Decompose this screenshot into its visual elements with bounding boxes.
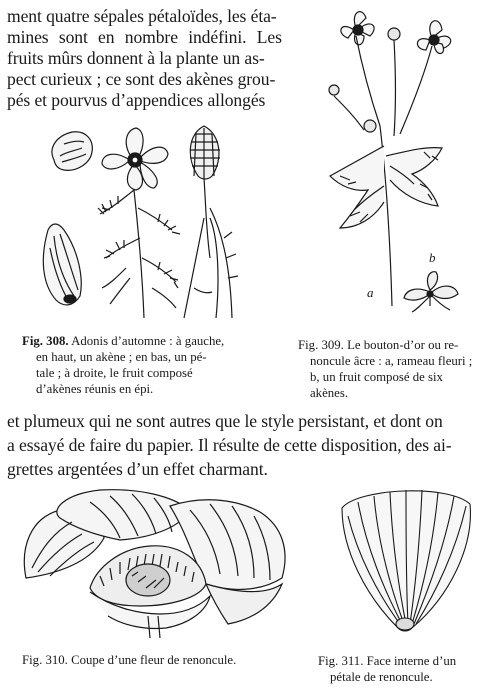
figure-number: Fig. 308. [22, 334, 69, 348]
label-b: b [429, 250, 436, 265]
flower-section-illustration [20, 488, 290, 638]
paragraph-line: mines sont en nombre indéfini. Les [7, 27, 282, 47]
caption-fig-311 [318, 653, 456, 685]
figure-number: Fig. 309. [298, 338, 344, 352]
caption-text: pétale de renoncule. [330, 670, 433, 684]
caption-text: Fig. 311. Face interne d’un [318, 654, 457, 668]
caption-fig-309 [298, 337, 472, 401]
paragraph-line: pés et pourvus d’appendices allongés [7, 90, 266, 110]
paragraph-middle [7, 409, 452, 481]
paragraph-line: ment quatre sépales pétaloïdes, les éta- [7, 6, 277, 26]
paragraph-line: pect curieux ; ce sont des akènes grou- [7, 69, 276, 89]
paragraph-top [7, 6, 282, 111]
caption-text: Le bouton-d’or ou re- [343, 338, 459, 352]
buttercup-illustration [320, 6, 470, 316]
petal-illustration [338, 486, 478, 636]
caption-fig-308 [22, 333, 224, 397]
label-a: a [367, 285, 374, 300]
caption-text: d’akènes réunis en épi. [36, 382, 154, 396]
paragraph-line: a essayé de faire du papier. Il résulte de cette disposition, des ai- [7, 435, 452, 455]
caption-text: akènes. [310, 386, 349, 400]
paragraph-line: fruits mûrs donnent à la plante un as- [7, 48, 265, 68]
caption-text: noncule âcre : a, rameau fleuri ; [310, 354, 473, 368]
caption-fig-310: Fig. 310. Coupe d’une fleur de renoncule. [22, 653, 237, 667]
paragraph-line: et plumeux qui ne sont autres que le style persistant, et dont on [7, 411, 443, 431]
caption-text: en haut, un akène ; en bas, un pé- [36, 350, 207, 364]
caption-text: tale ; à droite, le fruit composé [36, 366, 193, 380]
caption-text: b, un fruit composé de six [310, 370, 443, 384]
adonis-illustration [34, 118, 254, 323]
caption-text: Adonis d’automne : à gauche, [68, 334, 225, 348]
paragraph-line: grettes argentées d’un effet charmant. [7, 459, 268, 479]
